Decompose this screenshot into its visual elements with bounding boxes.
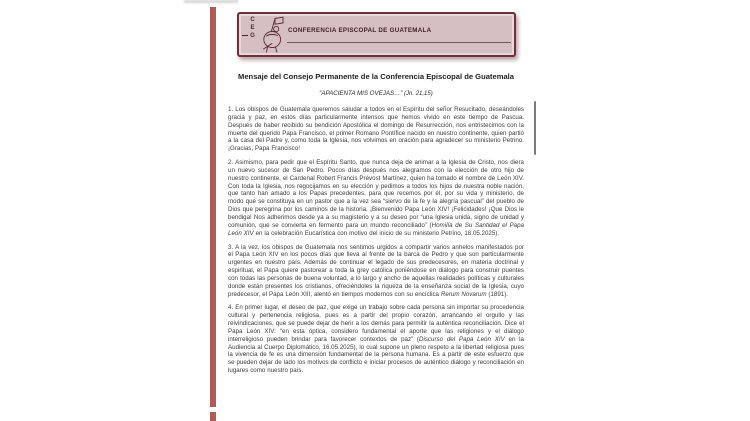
organization-name: CONFERENCIA EPISCOPAL DE GUATEMALA bbox=[288, 27, 432, 34]
scan-smudge bbox=[184, 0, 238, 3]
document-title: Mensaje del Consejo Permanente de la Conferencia Episcopal de Guatemala bbox=[238, 72, 514, 81]
text-segment: 2. Asimismo, para pedir que el Espíritu Santo, que nunca deja de animar a la Iglesia de Cristo, nos diera un nuevo sucesor de San Pedro. Pocos días después nos alegramos con la elección de otro hijo de nuestro continente, el Cardenal Robert Francis Prévost Martínez, quien ha tomado el nombre de León XIV. Con toda la Iglesia, nos regocijamos en su elección y pedimos a todos los hijos de nuestra noble nación, que tanto han amado a los Papas precedentes, para que recemos por él, por su vida y ministerio, de modo que se constituya en un pastor que a la vez sea “siervo de la fe y la alegría pascual” del pueblo de Dios que peregrina por los caminos de la historia. ¡Bienvenido Papa León XIV! ¡Felicidades! ¡Que Dios le bendiga! Nos adherimos desde ya a su magisterio y a su deseo por “una Iglesia unida, signo de unidad y comunión, que se convierta en fermento para un mundo reconciliado” ( bbox=[228, 159, 524, 229]
letterhead-rule bbox=[287, 42, 511, 43]
paragraph bbox=[228, 159, 524, 237]
letterhead-banner bbox=[237, 12, 516, 57]
ceg-monogram bbox=[249, 16, 256, 40]
paragraph bbox=[228, 304, 524, 375]
left-margin-bar-bottom bbox=[210, 412, 216, 421]
right-edge-mark bbox=[534, 101, 536, 155]
paragraph bbox=[228, 106, 524, 153]
document-body bbox=[228, 106, 524, 381]
document-subtitle bbox=[228, 90, 524, 98]
lamb-of-god-icon bbox=[259, 16, 289, 54]
subtitle-quote: “APACIENTA MIS OVEJAS…” bbox=[319, 90, 403, 97]
monogram-letter-g: G bbox=[250, 33, 255, 39]
monogram-letter-c: C bbox=[250, 17, 255, 23]
left-margin-bar-top bbox=[210, 7, 216, 407]
paragraph bbox=[228, 244, 524, 299]
text-segment: 3. A la vez, los obispos de Guatemala nos sentimos urgidos a compartir varios anhelos manifestados por el Papa León XIV en los pocos días que lleva al frente de la barca de Pedro y que son particularmente urgentes en nuestro país. Además de continuar el legado de sus predecesores, en materia doctrinal y espiritual, el Papa quiere pastorear a toda la grey católica poniéndose en diálogo para construir puentes con todas las personas de buena voluntad, a lo largo y ancho de aquellas realidades políticas y culturales donde están presentes los cristianos, ofreciéndoles la riqueza de la enseñanza social de la Iglesia, cuyo predecesor, el Papa León XIII, alentó en tiempos modernos con su encíclica bbox=[228, 243, 524, 298]
subtitle-reference: (Jn. 21,15) bbox=[402, 91, 433, 97]
monogram-dash bbox=[242, 35, 248, 36]
text-segment: en la Audiencia al Cuerpo Diplomático, 16.05.2025), lo cual supone un pleno respeto a la libertad religiosa pues la vivencia de fe es una dimensión fundamental de la persona humana. Es a partir de este esfuerzo que se pueden dejar de lado los motivos de conflicto e iniciar procesos de auténtico diálogo y reconciliación en lugares como nuestro país. bbox=[228, 335, 524, 375]
text-segment: en la celebración Eucarística con motivo del inicio de su ministerio Petrino, 18.05.2025). bbox=[253, 229, 500, 237]
text-segment: (1891). bbox=[486, 290, 509, 298]
monogram-letter-e: E bbox=[250, 25, 255, 31]
citation-segment: Homilía de Su Santidad el Papa León XIV bbox=[228, 221, 524, 237]
text-segment: 4. En primer lugar, el deseo de paz, que exige un trabajo sobre cada persona sin importar su procedencia cultural y pertenencia religiosa, pues es a partir del propio corazón, arrancando el orgullo y las reivindicaciones, que se puede dejar de herir a los demás para permitir la auténtica reconciliación. Dice el Papa León XIV: “en esta óptica, considero fundamental el aporte que las religiones y el diálogo interreligioso pueden brindar para favorecer contextos de paz” ( bbox=[228, 304, 524, 343]
citation-segment: Rerum Novarum bbox=[440, 290, 487, 298]
text-segment: 1. Los obispos de Guatemala queremos saludar a todos en el Espíritu del señor Resucitado, deseándoles gracia y paz, en estos días particularmente intensos que hemos vivido en este tiempo de Pascua. Después de haber recibido su bendición Apostólica el domingo de Resurrección, nos entristecimos con la muerte del querido Papa Francisco, el primer Romano Pontífice nacido en nuestro continente, quien partió a la casa del Padre y, como toda la Iglesia, nos volvimos en oración para agradecer su ministerio Petrino. ¡Gracias, Papa Francisco! bbox=[228, 106, 524, 153]
citation-segment: Discurso del Papa León XIV bbox=[419, 335, 505, 343]
